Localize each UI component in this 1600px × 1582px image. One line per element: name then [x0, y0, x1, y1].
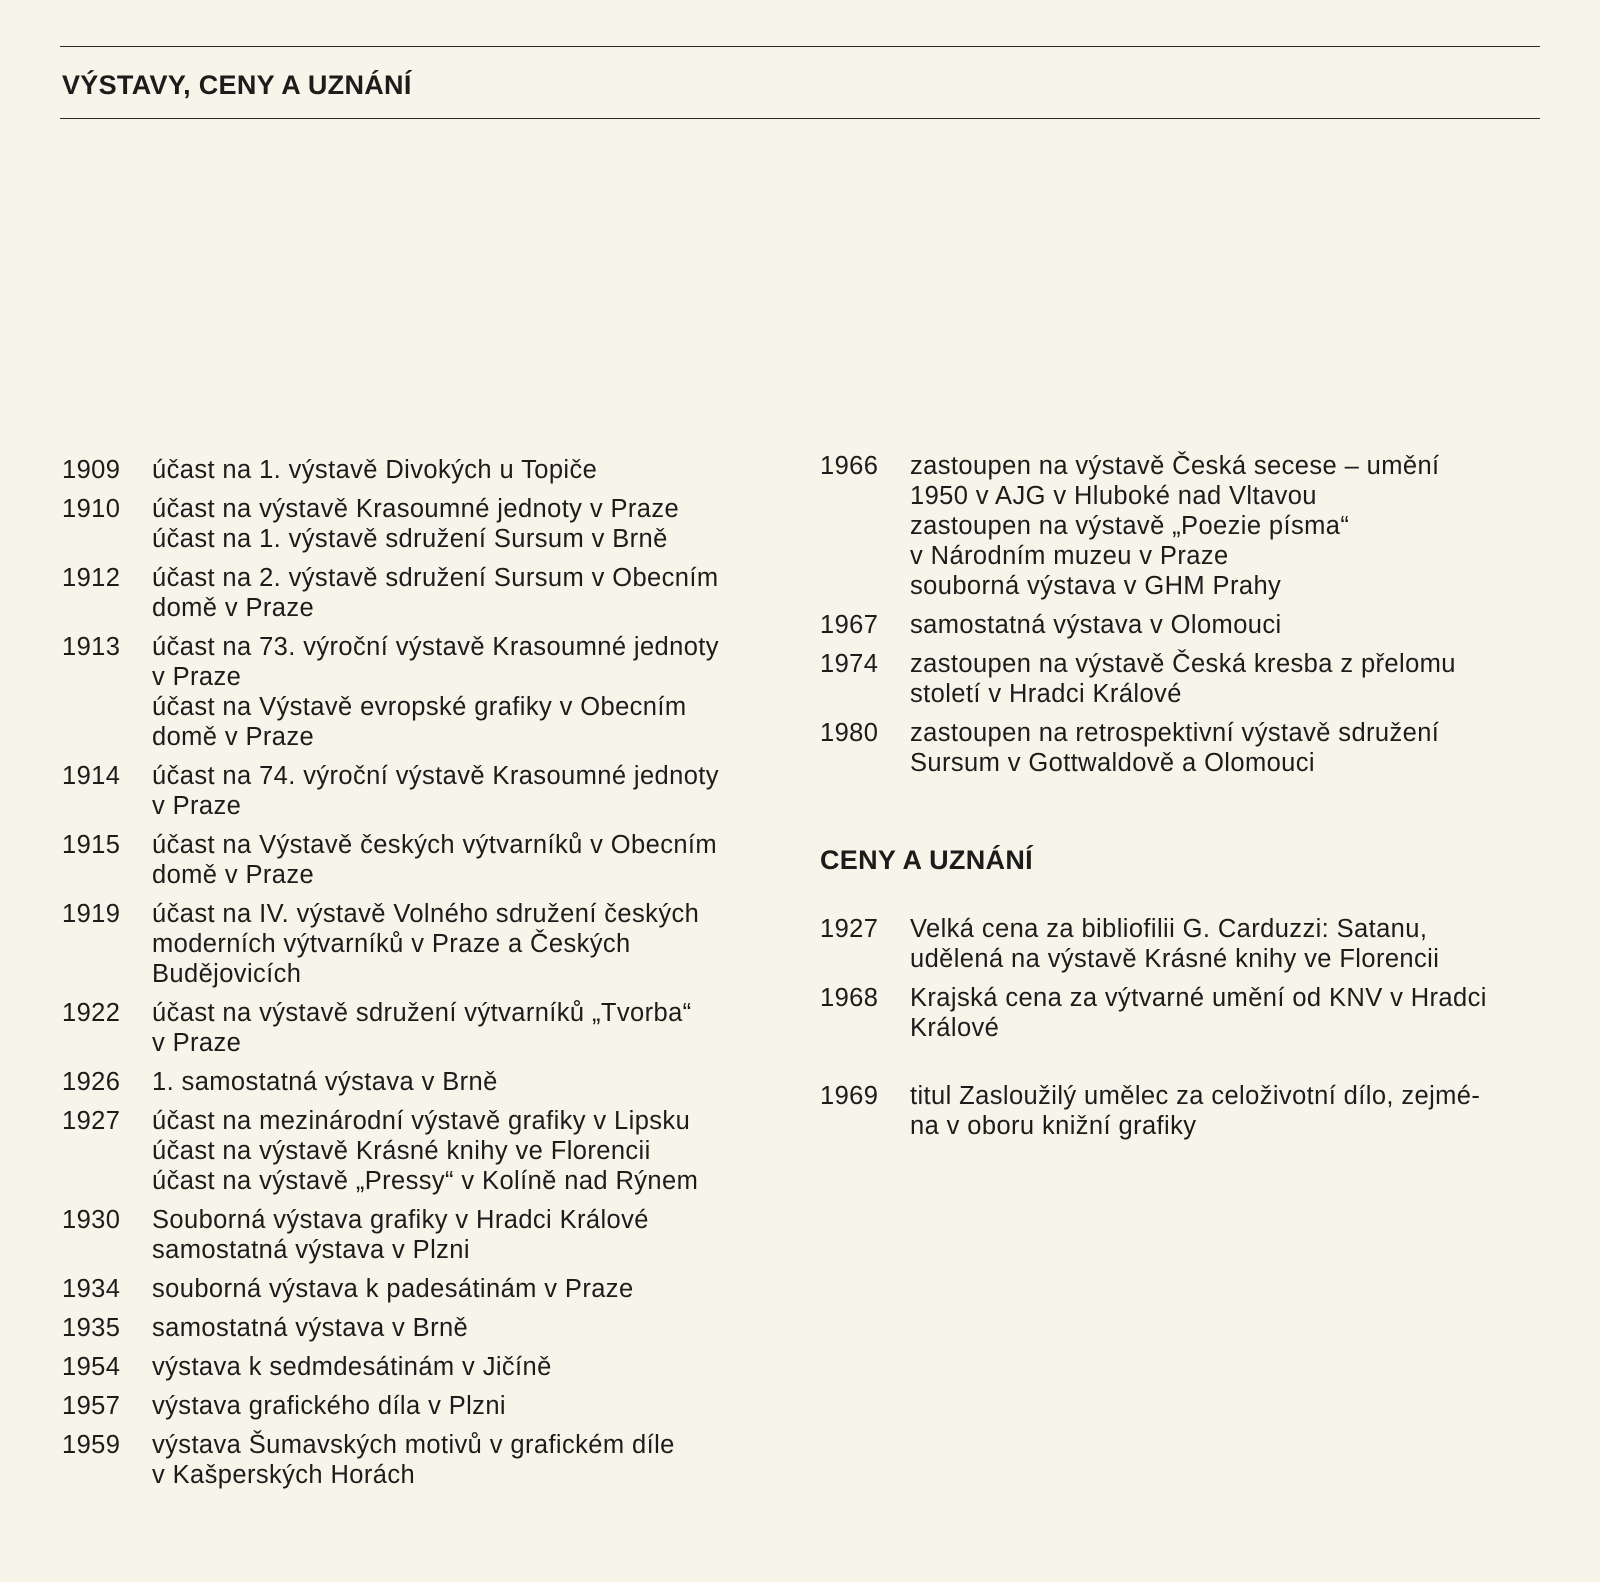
entry-line: Velká cena za bibliofilii G. Carduzzi: Satanu,	[910, 915, 1428, 943]
entry-description	[152, 899, 782, 989]
entry-line: zastoupen na retrospektivní výstavě sdružení	[910, 719, 1440, 747]
list-item	[62, 1205, 782, 1265]
entry-year: 1909	[62, 456, 121, 484]
entry-description	[910, 914, 1540, 974]
entry-description	[152, 494, 782, 554]
entry-line: v Praze	[152, 663, 242, 691]
list-item	[62, 563, 782, 623]
entry-line: zastoupen na výstavě Česká kresba z přelomu	[910, 650, 1456, 678]
list-item	[62, 998, 782, 1058]
exhibitions-list-right	[820, 451, 1540, 787]
entry-year: 1930	[62, 1206, 121, 1234]
entry-line: účast na 74. výroční výstavě Krasoumné jednoty	[152, 762, 719, 790]
entry-line: Králové	[910, 1014, 1000, 1042]
entry-line: výstava k sedmdesátinám v Jičíně	[152, 1353, 552, 1381]
list-item	[62, 1313, 782, 1343]
list-item	[62, 1067, 782, 1097]
entry-line: účast na výstavě Krásné knihy ve Florencii	[152, 1137, 651, 1165]
list-item	[62, 1106, 782, 1196]
section-title-awards: CENY A UZNÁNÍ	[820, 845, 1033, 875]
entry-line: v Praze	[152, 1029, 242, 1057]
entry-line: Krajská cena za výtvarné umění od KNV v Hradci	[910, 984, 1487, 1012]
list-item	[62, 1430, 782, 1490]
entry-line: účast na výstavě „Pressy“ v Kolíně nad Rýnem	[152, 1167, 699, 1195]
entry-year: 1919	[62, 900, 121, 928]
entry-description	[152, 1274, 782, 1304]
entry-line: samostatná výstava v Brně	[152, 1314, 469, 1342]
entry-line: výstava Šumavských motivů v grafickém díle	[152, 1431, 675, 1459]
entry-line: samostatná výstava v Olomouci	[910, 611, 1282, 639]
entry-line: v Kašperských Horách	[152, 1461, 416, 1489]
list-item	[62, 899, 782, 989]
list-item	[820, 914, 1540, 974]
entry-line: 1. samostatná výstava v Brně	[152, 1068, 498, 1096]
entry-description	[152, 830, 782, 890]
entry-line: udělená na výstavě Krásné knihy ve Florencii	[910, 945, 1440, 973]
entry-year: 1968	[820, 984, 879, 1012]
entry-line: Souborná výstava grafiky v Hradci Králové	[152, 1206, 649, 1234]
entry-year: 1959	[62, 1431, 121, 1459]
entry-line: domě v Praze	[152, 723, 315, 751]
list-item	[820, 610, 1540, 640]
entry-description	[152, 1430, 782, 1490]
list-item	[62, 830, 782, 890]
list-item	[62, 494, 782, 554]
entry-description	[152, 632, 782, 752]
entry-line: souborná výstava k padesátinám v Praze	[152, 1275, 634, 1303]
entry-description	[152, 563, 782, 623]
entry-year: 1974	[820, 650, 879, 678]
exhibitions-list-left	[62, 455, 782, 1499]
entry-description	[152, 1352, 782, 1382]
entry-year: 1980	[820, 719, 879, 747]
section-title-exhibitions: VÝSTAVY, CENY A UZNÁNÍ	[62, 70, 412, 100]
entry-year: 1934	[62, 1275, 121, 1303]
entry-line: v Praze	[152, 792, 242, 820]
entry-year: 1957	[62, 1392, 121, 1420]
list-item	[62, 1352, 782, 1382]
title-underline-rule	[60, 118, 1540, 119]
entry-year: 1926	[62, 1068, 121, 1096]
entry-line: zastoupen na výstavě Česká secese – umění	[910, 452, 1440, 480]
entry-line: moderních výtvarníků v Praze a Českých	[152, 930, 631, 958]
list-item	[820, 718, 1540, 778]
list-item	[820, 1081, 1540, 1141]
entry-line: století v Hradci Králové	[910, 680, 1182, 708]
entry-description	[152, 761, 782, 821]
list-item	[62, 1391, 782, 1421]
entry-year: 1910	[62, 495, 121, 523]
entry-line: Sursum v Gottwaldově a Olomouci	[910, 749, 1315, 777]
entry-year: 1935	[62, 1314, 121, 1342]
awards-list	[820, 914, 1540, 1150]
entry-description	[910, 1081, 1540, 1141]
entry-line: na v oboru knižní grafiky	[910, 1112, 1197, 1140]
entry-description	[152, 998, 782, 1058]
entry-description	[152, 1106, 782, 1196]
entry-line: účast na IV. výstavě Volného sdružení českých	[152, 900, 700, 928]
entry-line: v Národním muzeu v Praze	[910, 542, 1229, 570]
list-item	[62, 1274, 782, 1304]
entry-line: 1950 v AJG v Hluboké nad Vltavou	[910, 482, 1317, 510]
entry-line: účast na 73. výroční výstavě Krasoumné jednoty	[152, 633, 719, 661]
entry-description	[910, 649, 1540, 709]
entry-description	[152, 1313, 782, 1343]
entry-year: 1954	[62, 1353, 121, 1381]
list-item	[62, 632, 782, 752]
entry-description	[910, 610, 1540, 640]
entry-year: 1912	[62, 564, 121, 592]
entry-year: 1966	[820, 452, 879, 480]
top-rule	[60, 46, 1540, 47]
entry-line: účast na výstavě Krasoumné jednoty v Praze	[152, 495, 680, 523]
entry-line: účast na mezinárodní výstavě grafiky v Lipsku	[152, 1107, 691, 1135]
entry-line: účast na 1. výstavě Divokých u Topiče	[152, 456, 598, 484]
entry-line: účast na výstavě sdružení výtvarníků „Tvorba“	[152, 999, 692, 1027]
entry-year: 1967	[820, 611, 879, 639]
list-item	[62, 761, 782, 821]
entry-line: samostatná výstava v Plzni	[152, 1236, 470, 1264]
list-item	[820, 983, 1540, 1043]
entry-description	[910, 718, 1540, 778]
entry-year: 1927	[820, 915, 879, 943]
entry-line: účast na Výstavě českých výtvarníků v Obecním	[152, 831, 718, 859]
entry-line: účast na Výstavě evropské grafiky v Obecním	[152, 693, 687, 721]
entry-line: účast na 1. výstavě sdružení Sursum v Brně	[152, 525, 668, 553]
entry-description	[152, 455, 782, 485]
list-item	[62, 455, 782, 485]
entry-line: titul Zasloužilý umělec za celoživotní dílo, zejmé-	[910, 1082, 1481, 1110]
entry-year: 1913	[62, 633, 121, 661]
entry-year: 1914	[62, 762, 121, 790]
entry-line: domě v Praze	[152, 861, 315, 889]
entry-line: souborná výstava v GHM Prahy	[910, 572, 1282, 600]
entry-line: výstava grafického díla v Plzni	[152, 1392, 506, 1420]
entry-description	[910, 983, 1540, 1043]
entry-line: domě v Praze	[152, 594, 315, 622]
list-item	[820, 451, 1540, 601]
entry-line: zastoupen na výstavě „Poezie písma“	[910, 512, 1350, 540]
entry-year: 1915	[62, 831, 121, 859]
entry-year: 1922	[62, 999, 121, 1027]
list-item	[820, 649, 1540, 709]
entry-description	[152, 1067, 782, 1097]
entry-line: účast na 2. výstavě sdružení Sursum v Obecním	[152, 564, 719, 592]
entry-description	[910, 451, 1540, 601]
entry-line: Budějovicích	[152, 960, 302, 988]
entry-description	[152, 1391, 782, 1421]
entry-description	[152, 1205, 782, 1265]
entry-year: 1969	[820, 1082, 879, 1110]
entry-year: 1927	[62, 1107, 121, 1135]
